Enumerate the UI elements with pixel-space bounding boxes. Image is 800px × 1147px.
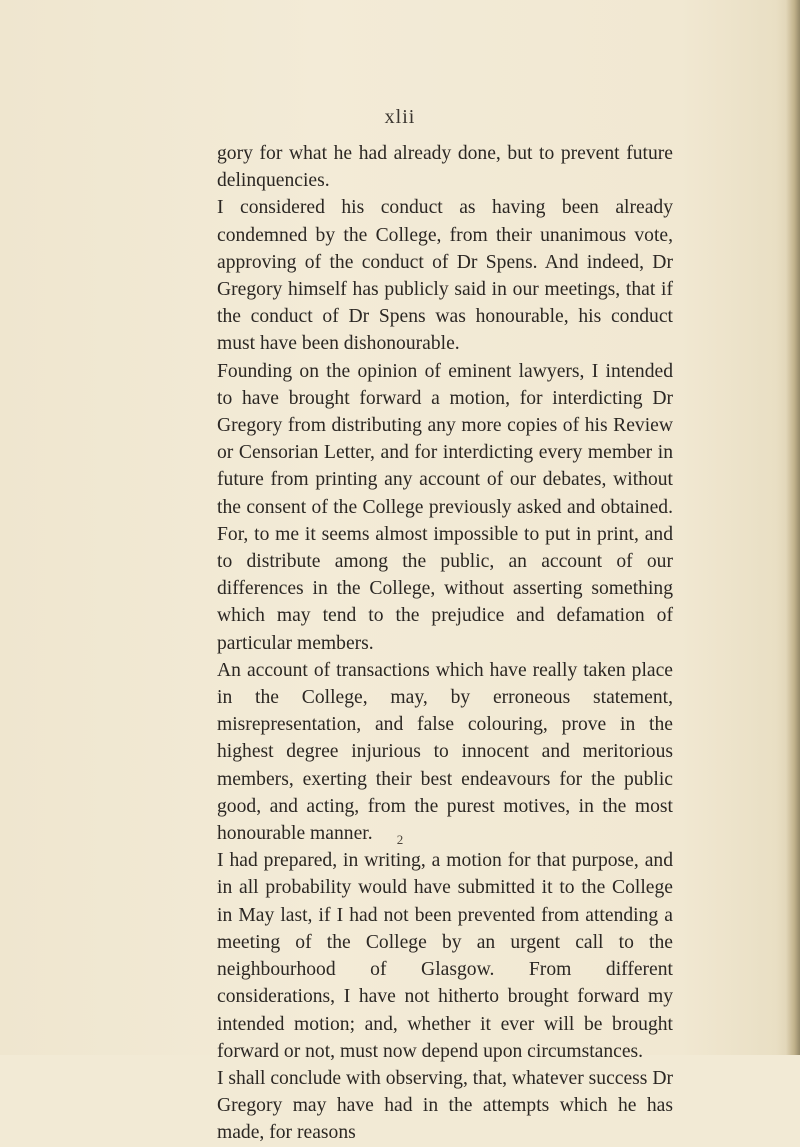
paragraph-3: Founding on the opinion of eminent lawyers, I intended to have brought forward a motion, for interdicting Dr Gregory from distributing any more copies of his Review or Censorian Letter, and for interdicting every member in future from printing any account of our debates, without the consent of the College previously asked and obtained. For, to me it seems almost impossible to put in print, and to distribute among the public, an account of our differences in the College, without asserting something which may tend to the prejudice and defamation of particular members. — [217, 360, 673, 654]
body-text — [217, 140, 673, 1147]
page-number: xlii — [384, 106, 416, 128]
page-edge-shadow — [786, 0, 800, 1055]
paragraph-4: An account of transactions which have really taken place in the College, may, by erroneous statement, misrepresentation, and false colouring, prove in the highest degree injurious to innocent and meritorious members, exerting their best endeavours for the public good, and acting, from the purest motives, in the most honourable manner. — [217, 659, 673, 845]
paragraph-1: gory for what he had already done, but to prevent future delinquencies. — [217, 143, 673, 192]
paragraph-5: I had prepared, in writing, a motion for that purpose, and in all probability would have submitted it to the College in May last, if I had not been prevented from attending a meeting of the College by an urgent call to the neighbourhood of Glasgow. From different considerations, I have not hitherto brought forward my intended motion; and, whether it ever will be brought forward or not, must now depend upon circumstances. — [217, 850, 673, 1062]
paragraph-6: I shall conclude with observing, that, whatever success Dr Gregory may have had in the attempts which he has made, for reasons — [217, 1067, 673, 1144]
signature-mark: 2 — [396, 832, 404, 847]
paragraph-2: I considered his conduct as having been already condemned by the College, from their unanimous vote, approving of the conduct of Dr Spens. And indeed, Dr Gregory himself has publicly said in our meetings, that if the conduct of Dr Spens was honourable, his conduct must have been dishonourable. — [217, 197, 673, 355]
